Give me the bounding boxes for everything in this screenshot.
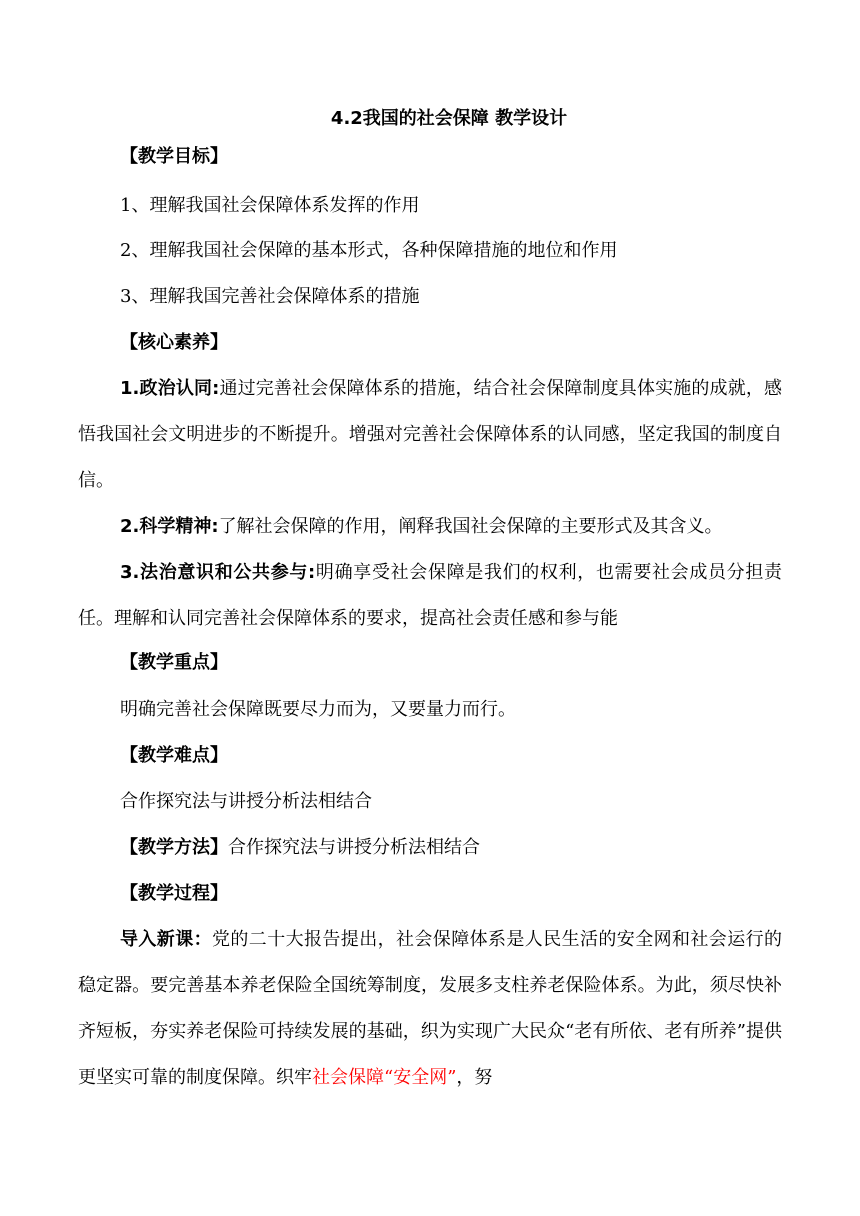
goal-item-3: 3、理解我国完善社会保障体系的措施 (120, 286, 420, 307)
literacy-item-2-lead: 2.科学精神: (120, 516, 219, 537)
difficulties-heading: 【教学难点】 (120, 745, 228, 766)
process-intro-highlight: 社会保障“安全网” (312, 1067, 457, 1088)
methods-line (120, 825, 782, 871)
literacy-item-2-text: 了解社会保障的作用，阐释我国社会保障的主要形式及其含义。 (218, 516, 723, 537)
difficulties-text: 合作探究法与讲授分析法相结合 (120, 791, 372, 812)
document-title: 4.2我国的社会保障 教学设计 (330, 108, 568, 129)
key-points-text: 明确完善社会保障既要尽力而为，又要量力而行。 (120, 699, 516, 720)
goal-item-2: 2、理解我国社会保障的基本形式，各种保障措施的地位和作用 (120, 240, 618, 261)
literacy-item-2 (78, 504, 782, 550)
literacy-item-1-lead: 1.政治认同: (120, 378, 220, 399)
methods-text: 合作探究法与讲授分析法相结合 (228, 837, 480, 858)
literacy-item-3-text: 明确享受社会保障是我们的权利，也需要社会成员分担责任。理解和认同完善社会保障体系的要求，提高社会责任感和参与能 (78, 562, 783, 629)
process-intro-lead: 导入新课： (120, 929, 212, 950)
process-intro-text: 党的二十大报告提出，社会保障体系是人民生活的安全网和社会运行的稳定器。要完善基本养老保险全国统筹制度，发展多支柱养老保险体系。为此，须尽快补齐短板，夯实养老保险可持续发展的基础，织为实现广大民众“老有所依、老有所养”提供更坚实可靠的制度保障。织牢 (78, 929, 782, 1088)
goal-item-1: 1、理解我国社会保障体系发挥的作用 (120, 195, 420, 216)
literacy-item-1-text: 通过完善社会保障体系的措施，结合社会保障制度具体实施的成就，感悟我国社会文明进步的不断提升。增强对完善社会保障体系的认同感，坚定我国的制度自信。 (78, 378, 783, 491)
goals-heading: 【教学目标】 (120, 146, 228, 167)
process-intro (78, 917, 782, 1101)
literacy-item-1 (78, 366, 782, 504)
literacy-item-3 (78, 550, 782, 642)
process-heading: 【教学过程】 (120, 883, 228, 904)
key-points-heading: 【教学重点】 (120, 652, 228, 673)
literacy-item-3-lead: 3.法治意识和公共参与: (120, 562, 316, 583)
process-intro-tail: ，努 (456, 1067, 493, 1088)
methods-heading: 【教学方法】 (120, 837, 228, 858)
literacy-heading: 【核心素养】 (120, 332, 228, 353)
